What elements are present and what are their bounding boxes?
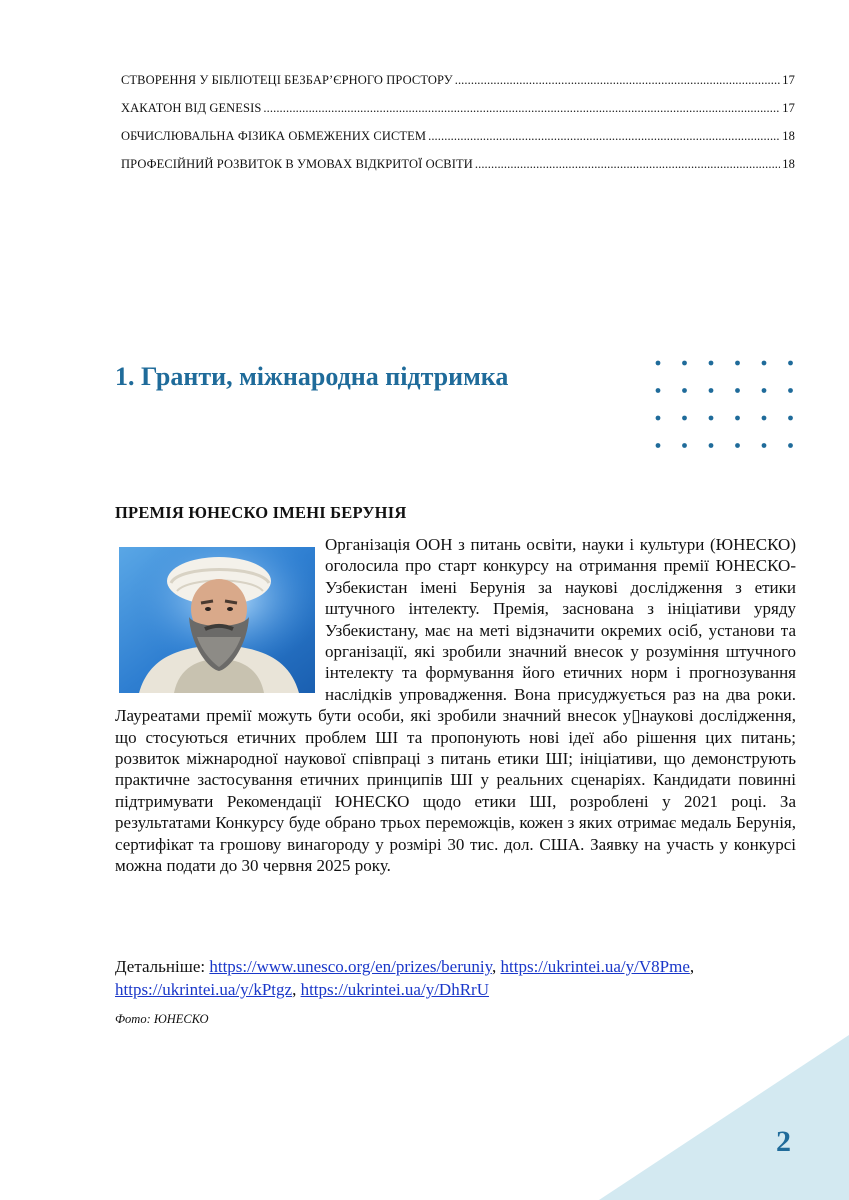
grid-dot [709,443,714,448]
toc-entry-title: ХАКАТОН ВІД GENESIS [121,101,262,115]
grid-dot [735,443,740,448]
toc-dot-leader [428,129,780,144]
grid-dot [735,361,740,366]
toc-dot-leader [475,157,780,172]
photo-credit: Фото: ЮНЕСКО [115,1012,209,1026]
grid-dot [735,388,740,393]
toc-entry-page: 18 [782,129,795,143]
toc-entry-page: 17 [782,73,795,87]
toc-entry[interactable] [121,129,795,157]
page-number: 2 [776,1125,791,1158]
toc-entry[interactable] [121,101,795,129]
grid-dot [762,361,767,366]
grid-dot [788,361,793,366]
grid-dot [735,416,740,421]
grid-dot [709,388,714,393]
more-label: Детальніше: [115,957,210,976]
grid-dot [762,388,767,393]
grid-dot [682,361,687,366]
link-unesco[interactable]: https://www.unesco.org/en/prizes/beruniy [209,957,493,976]
toc-entry-page: 17 [782,101,795,115]
image-wrap-space [115,534,325,690]
toc-entry-title: СТВОРЕННЯ У БІБЛІОТЕЦІ БЕЗБАР’ЄРНОГО ПРОСТОРУ [121,73,453,87]
dot-grid-graphic [653,358,798,453]
toc-dot-leader [455,73,781,88]
grid-dot [656,443,661,448]
grid-dot [682,388,687,393]
grid-dot [788,443,793,448]
corner-triangle-decoration [599,1035,849,1200]
link-ukrintei-v8pme[interactable]: https://ukrintei.ua/y/V8Pme [500,957,690,976]
table-of-contents [121,73,795,185]
toc-dot-leader [263,101,780,116]
toc-entry-title: ОБЧИСЛЮВАЛЬНА ФІЗИКА ОБМЕЖЕНИХ СИСТЕМ [121,129,427,143]
grid-dot [762,443,767,448]
grid-dot [656,416,661,421]
toc-entry[interactable] [121,157,795,185]
grid-dot [682,416,687,421]
more-info: Детальніше: https://www.unesco.org/en/prizes/beruniy, https://ukrintei.ua/y/V8Pme, https://ukrintei.ua/y/kPtgz, https://ukrintei.ua/y/DhRrU [115,957,695,999]
grid-dot [656,361,661,366]
grid-dot [656,388,661,393]
grid-dot [788,388,793,393]
toc-entry-page: 18 [782,157,795,171]
toc-entry[interactable] [121,73,795,101]
toc-entry-title: ПРОФЕСІЙНИЙ РОЗВИТОК В УМОВАХ ВІДКРИТОЇ ОСВІТИ [121,157,473,171]
section-heading: 1. Гранти, міжнародна підтримка [115,362,509,391]
decorative-dot-grid [653,358,798,453]
grid-dot [709,416,714,421]
grid-dot [709,361,714,366]
link-ukrintei-dhrru[interactable]: https://ukrintei.ua/y/DhRrU [300,980,489,999]
grid-dot [682,443,687,448]
article-body [115,534,796,877]
article-text: Організація ООН з питань освіти, науки і культури (ЮНЕСКО) оголосила про старт конкурсу на отримання премії ЮНЕСКО-Узбекистан імені Берунія за наукові дослідження з етики штучного інтелекту. Премія, заснована з ініціативи уряду Узбекистану, має на меті відзначити окремих осіб, установи та організації, які зробили значний внесок у розуміння штучного інтелекту та формування його етичних норм і прогнозування наслідків упровадження. Вона присуджується раз на два роки. Лауреатами премії можуть бути особи, які зробили значний внесок у▯наукові дослідження, що стосуються етичних проблем ШІ та пропонують нові ідеї або рішення цих питань; розвиток міжнародної наукової співпраці з питань етики ШІ; ініціативи, що демонструють практичне застосування етичних принципів ШІ у реальних сценаріях. Кандидати повинні підтримувати Рекомендації ЮНЕСКО щодо етики ШІ, розроблені у 2021 році. За результатами Конкурсу буде обрано трьох переможців, кожен з яких отримає медаль Берунія, сертифікат та грошову винагороду у розмірі 30 тис. дол. США. Заявку на участь у конкурсі можна подати до 30 червня 2025 року. [115,535,796,876]
link-ukrintei-kptgz[interactable]: https://ukrintei.ua/y/kPtgz [115,980,293,999]
article-title: ПРЕМІЯ ЮНЕСКО ІМЕНІ БЕРУНІЯ [115,503,407,522]
grid-dot [788,416,793,421]
grid-dot [762,416,767,421]
